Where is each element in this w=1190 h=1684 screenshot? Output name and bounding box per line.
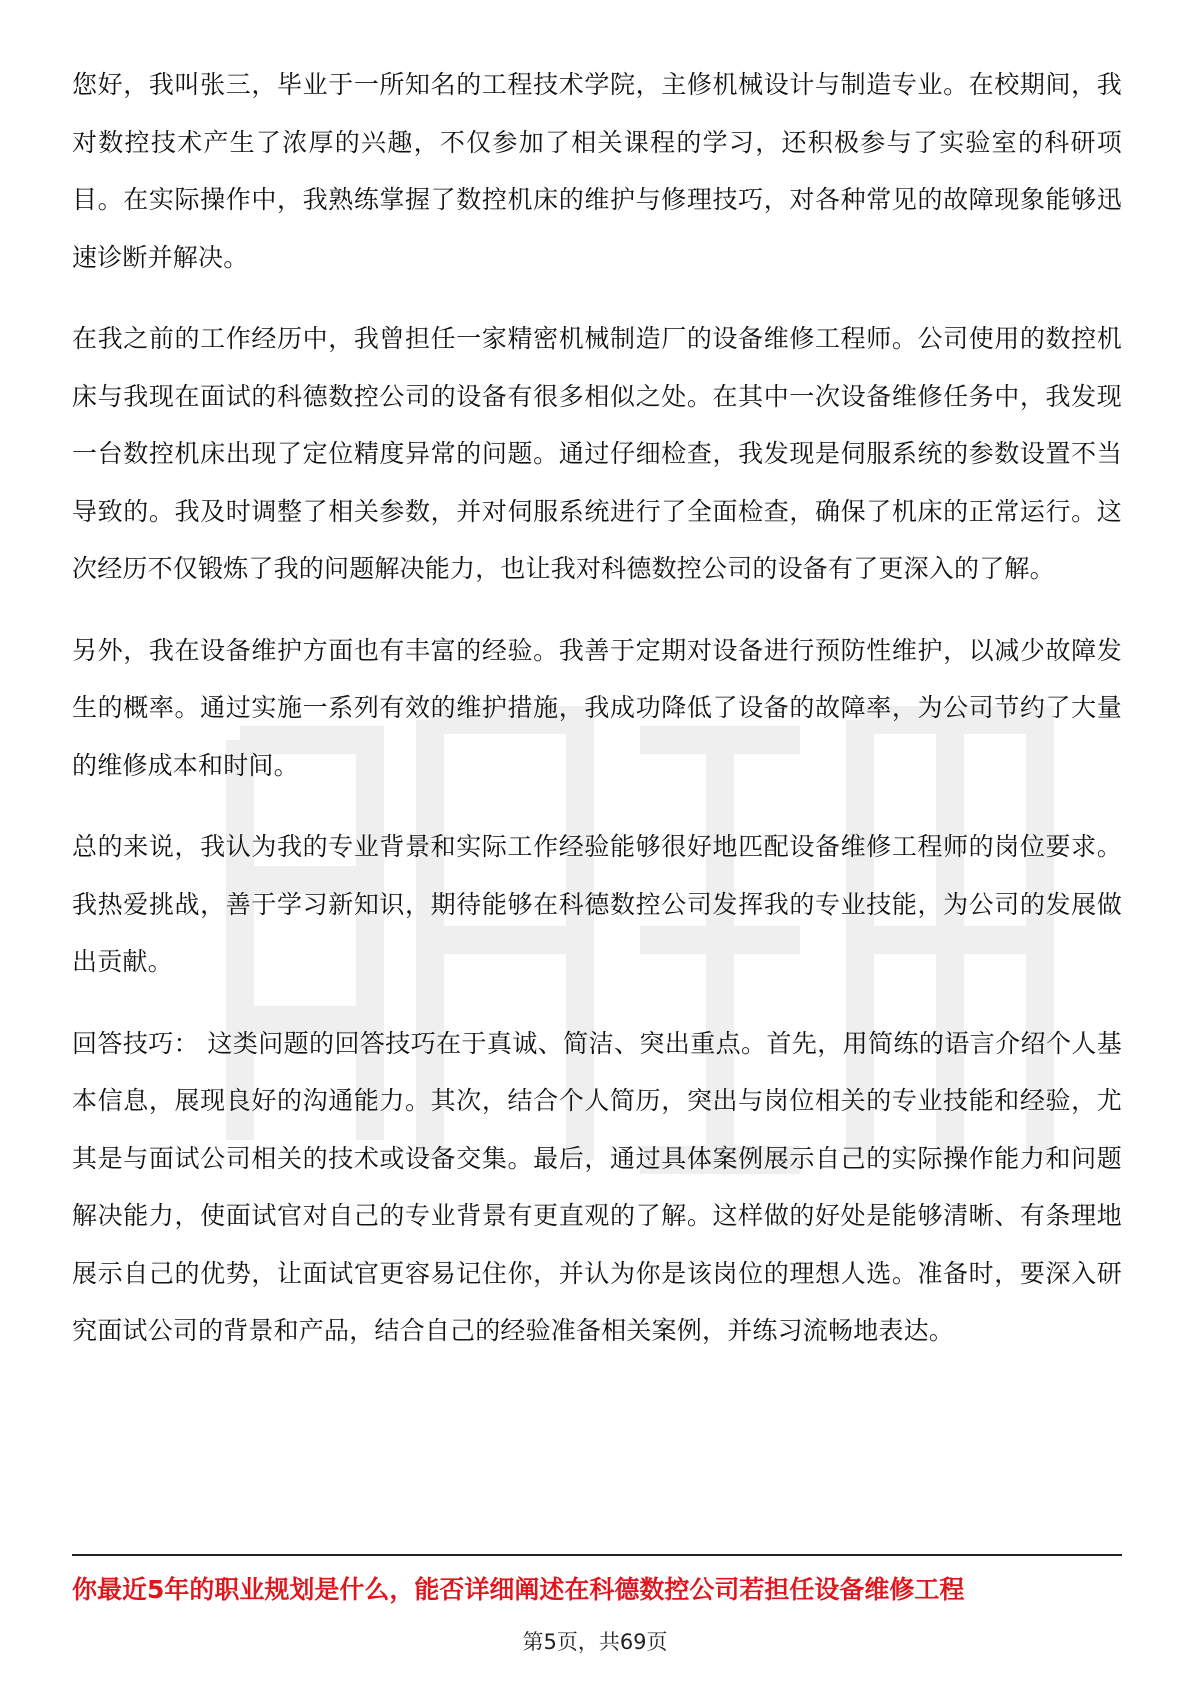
- paragraph-answer-tips: 回答技巧： 这类问题的回答技巧在于真诚、简洁、突出重点。首先，用简练的语言介绍个人基本信息，展现良好的沟通能力。其次，结合个人简历，突出与岗位相关的专业技能和经验，尤其是与面试公司相关的技术或设备交集。最后，通过具体案例展示自己的实际操作能力和问题解决能力，使面试官对自己的专业背景有更直观的了解。这样做的好处是能够清晰、有条理地展示自己的优势，让面试官更容易记住你，并认为你是该岗位的理想人选。准备时，要深入研究面试公司的背景和产品，结合自己的经验准备相关案例，并练习流畅地表达。: [72, 1028, 1122, 1345]
- page-number: 第5页，共69页: [522, 1630, 668, 1654]
- paragraph-maintenance: 另外，我在设备维护方面也有丰富的经验。我善于定期对设备进行预防性维护，以减少故障发生的概率。通过实施一系列有效的维护措施，我成功降低了设备的故障率，为公司节约了大量的维修成本和时间。: [72, 635, 1122, 780]
- main-content: [72, 56, 1122, 1384]
- paragraph-experience: 在我之前的工作经历中，我曾担任一家精密机械制造厂的设备维修工程师。公司使用的数控机床与我现在面试的科德数控公司的设备有很多相似之处。在其中一次设备维修任务中，我发现一台数控机床出现了定位精度异常的问题。通过仔细检查，我发现是伺服系统的参数设置不当导致的。我及时调整了相关参数，并对伺服系统进行了全面检查，确保了机床的正常运行。这次经历不仅锻炼了我的问题解决能力，也让我对科德数控公司的设备有了更深入的了解。: [72, 324, 1122, 583]
- paragraph-intro: 您好，我叫张三，毕业于一所知名的工程技术学院，主修机械设计与制造专业。在校期间，我对数控技术产生了浓厚的兴趣，不仅参加了相关课程的学习，还积极参与了实验室的科研项目。在实际操作中，我熟练掌握了数控机床的维护与修理技巧，对各种常见的故障现象能够迅速诊断并解决。: [72, 70, 1122, 272]
- section-divider: [72, 1554, 1122, 1556]
- next-question-heading: 你最近5年的职业规划是什么，能否详细阐述在科德数控公司若担任设备维修工程: [72, 1575, 965, 1604]
- paragraph-summary: 总的来说，我认为我的专业背景和实际工作经验能够很好地匹配设备维修工程师的岗位要求。我热爱挑战，善于学习新知识，期待能够在科德数控公司发挥我的专业技能，为公司的发展做出贡献。: [72, 832, 1122, 976]
